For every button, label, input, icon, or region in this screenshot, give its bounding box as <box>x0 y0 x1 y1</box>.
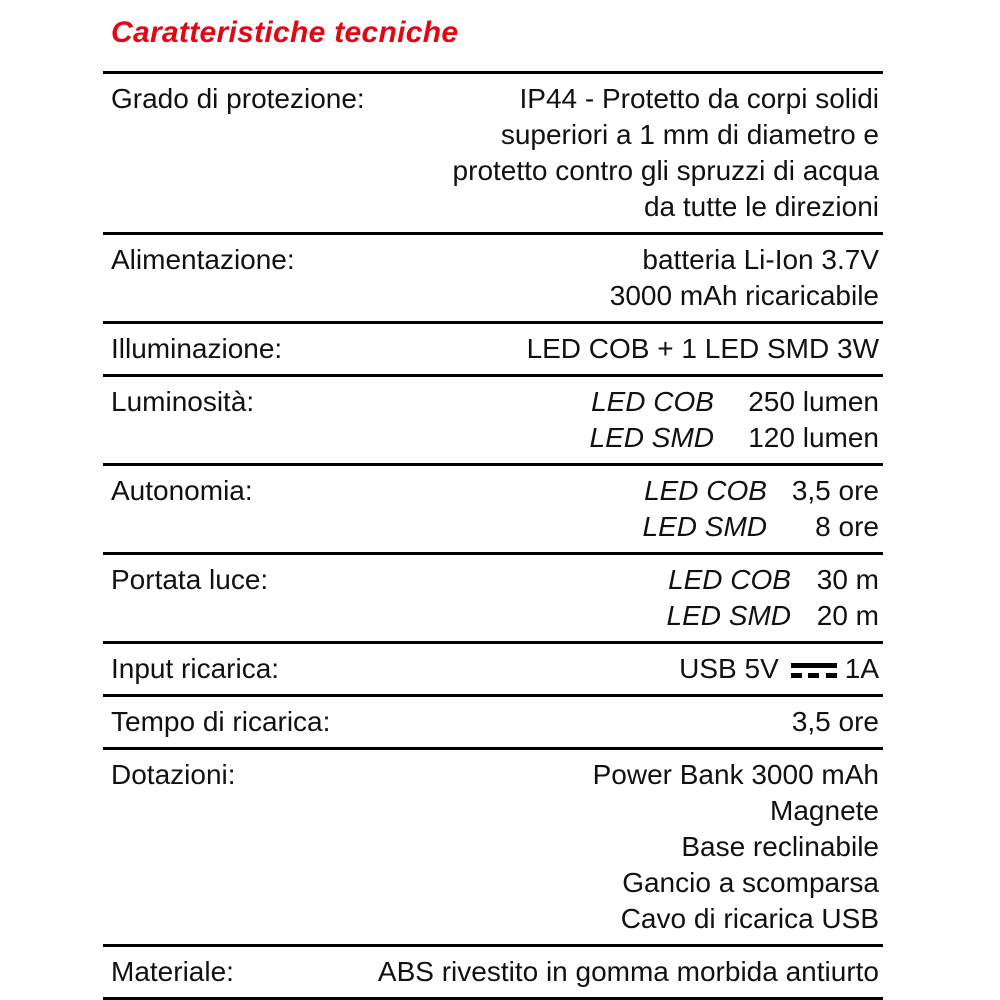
led-smd-label: LED SMD <box>642 511 767 542</box>
spec-value-line: Magnete <box>770 795 879 826</box>
row-alimentazione <box>103 232 883 321</box>
spec-value-line <box>254 420 879 456</box>
spec-value <box>254 384 879 456</box>
spec-value-number: 120 lumen <box>748 422 879 453</box>
spec-value-line <box>254 384 879 420</box>
spec-value <box>253 473 879 545</box>
spec-table <box>103 71 883 1000</box>
spec-value <box>279 651 879 687</box>
spec-value-number: 3,5 ore <box>791 475 879 506</box>
spec-value <box>282 331 879 367</box>
row-luminosita <box>103 374 883 463</box>
spec-value-line: Base reclinabile <box>681 831 879 862</box>
spec-value-line <box>253 509 879 545</box>
spec-label: Dotazioni: <box>111 759 236 790</box>
row-portata-luce <box>103 552 883 641</box>
spec-value <box>365 81 879 225</box>
spec-value-line: LED COB + 1 LED SMD 3W <box>526 333 879 364</box>
usb-voltage-text: USB 5V <box>679 653 779 684</box>
spec-label: Materiale: <box>111 956 234 987</box>
spec-value-line: batteria Li-Ion 3.7V <box>642 244 879 275</box>
spec-value-number: 8 ore <box>815 511 879 542</box>
spec-value-line: IP44 - Protetto da corpi solidi <box>519 83 879 114</box>
spec-label: Grado di protezione: <box>111 83 365 114</box>
spec-value-number: 30 m <box>816 564 879 595</box>
usb-current-text: 1A <box>844 653 879 684</box>
spec-value-line <box>268 598 879 634</box>
spec-label: Input ricarica: <box>111 653 280 684</box>
spec-value-number: 250 lumen <box>748 386 879 417</box>
spec-label: Luminosità: <box>111 386 255 417</box>
spec-label: Alimentazione: <box>111 244 295 275</box>
spec-value-number: 20 m <box>816 600 879 631</box>
row-autonomia <box>103 463 883 552</box>
spec-value <box>295 242 879 314</box>
led-smd-label: LED SMD <box>589 422 714 453</box>
led-cob-label: LED COB <box>644 475 767 506</box>
spec-value-line: ABS rivestito in gomma morbida antiurto <box>377 956 879 987</box>
spec-value-line: superiori a 1 mm di diametro e <box>500 119 879 150</box>
spec-value <box>268 562 879 634</box>
section-title: Caratteristiche tecniche <box>111 16 459 49</box>
spec-value <box>330 704 879 740</box>
spec-value-line: Gancio a scomparsa <box>622 867 879 898</box>
spec-value-line <box>268 562 879 598</box>
spec-value-line <box>253 473 879 509</box>
spec-value-line: da tutte le direzioni <box>643 191 879 222</box>
row-input-ricarica <box>103 641 883 694</box>
spec-value-line: Cavo di ricarica USB <box>620 903 879 934</box>
spec-label: Illuminazione: <box>111 333 283 364</box>
spec-label: Portata luce: <box>111 564 269 595</box>
spec-label: Autonomia: <box>111 475 253 506</box>
spec-value <box>234 954 879 990</box>
spec-value-line: Power Bank 3000 mAh <box>592 759 879 790</box>
row-illuminazione <box>103 321 883 374</box>
led-cob-label: LED COB <box>668 564 791 595</box>
row-materiale <box>103 944 883 997</box>
led-smd-label: LED SMD <box>666 600 791 631</box>
spec-value-line: protetto contro gli spruzzi di acqua <box>452 155 879 186</box>
spec-label: Tempo di ricarica: <box>111 706 331 737</box>
led-cob-label: LED COB <box>591 386 714 417</box>
row-dotazioni <box>103 747 883 944</box>
dc-current-icon <box>791 663 837 678</box>
spec-value-line <box>279 651 879 687</box>
spec-value <box>236 757 879 937</box>
spec-value-line: 3000 mAh ricaricabile <box>609 280 879 311</box>
row-tempo-di-ricarica <box>103 694 883 747</box>
spec-value-line: 3,5 ore <box>791 706 879 737</box>
row-grado-di-protezione <box>103 71 883 232</box>
